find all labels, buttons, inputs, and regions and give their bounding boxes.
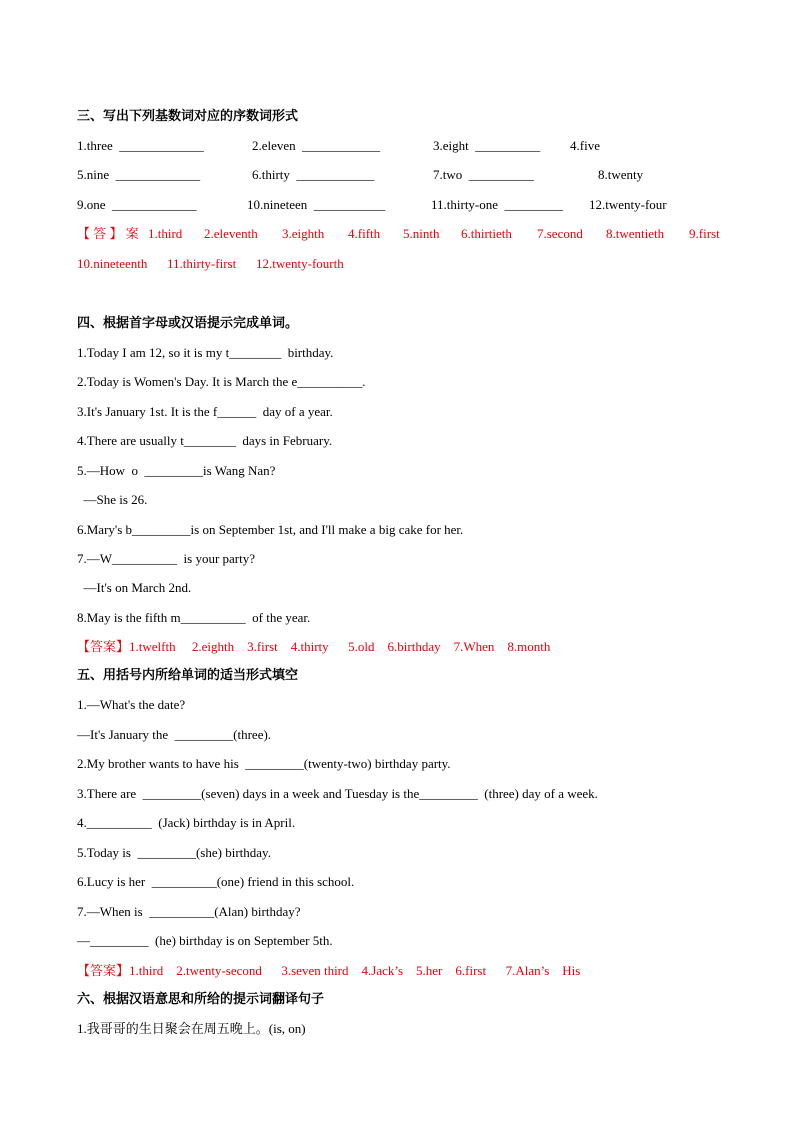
exercise-item: 12.twenty-four [589, 197, 667, 212]
exercise-line: —It's January the _________(three). [77, 727, 272, 742]
section5-answer: 【答案】1.third 2.twenty-second 3.seven third 4.Jack’s 5.her 6.first 7.Alan’s His [77, 963, 581, 978]
exercise-item: 7.two __________ [433, 167, 534, 182]
answer-label: 【 答 】 案 [77, 226, 139, 241]
exercise-item: 10.nineteen ___________ [247, 197, 386, 212]
exercise-item: 2.eleven ____________ [252, 138, 381, 153]
exercise-line: 7.—W__________ is your party? [77, 551, 256, 566]
answer-item: 2.eleventh [204, 226, 258, 241]
exercise-line: —It's on March 2nd. [77, 580, 192, 595]
exercise-item: 9.one _____________ [77, 197, 197, 212]
answer-item: 5.ninth [403, 226, 440, 241]
answer-item: 8.twentieth [606, 226, 665, 241]
exercise-item: 3.eight __________ [433, 138, 541, 153]
answer-item: 6.thirtieth [461, 226, 512, 241]
exercise-line: 1.我哥哥的生日聚会在周五晚上。(is, on) [77, 1021, 306, 1036]
exercise-item: 8.twenty [598, 167, 644, 182]
exercise-line: 1.Today I am 12, so it is my t________ birthday. [77, 345, 334, 360]
section6-heading: 六、根据汉语意思和所给的提示词翻译句子 [77, 992, 325, 1007]
answer-item: 4.fifth [348, 226, 381, 241]
exercise-line: 3.There are _________(seven) days in a week and Tuesday is the_________ (three) day of a week. [77, 786, 598, 801]
exercise-line: 4.__________ (Jack) birthday is in April. [77, 815, 296, 830]
section4-answer: 【答案】1.twelfth 2.eighth 3.first 4.thirty 5.old 6.birthday 7.When 8.month [77, 639, 551, 654]
section4-heading: 四、根据首字母或汉语提示完成单词。 [77, 316, 299, 331]
exercise-line: —_________ (he) birthday is on September 5th. [77, 933, 333, 948]
exercise-item: 1.three _____________ [77, 138, 204, 153]
exercise-line: 5.—How o _________is Wang Nan? [77, 463, 276, 478]
exercise-item: 5.nine _____________ [77, 167, 201, 182]
answer-item: 10.nineteenth [77, 256, 148, 271]
exercise-line: 6.Mary's b_________is on September 1st, and I'll make a big cake for her. [77, 522, 464, 537]
section5-heading: 五、用括号内所给单词的适当形式填空 [77, 668, 299, 683]
answer-item: 11.thirty-first [167, 256, 237, 271]
answer-item: 9.first [689, 226, 720, 241]
exercise-line: 6.Lucy is her __________(one) friend in this school. [77, 874, 355, 889]
answer-item: 3.eighth [282, 226, 325, 241]
exercise-line: 8.May is the fifth m__________ of the year. [77, 610, 311, 625]
exercise-line: 3.It's January 1st. It is the f______ day of a year. [77, 404, 333, 419]
exercise-line: 2.Today is Women's Day. It is March the e__________. [77, 374, 366, 389]
exercise-item: 11.thirty-one _________ [431, 197, 564, 212]
exercise-line: 4.There are usually t________ days in February. [77, 433, 333, 448]
exercise-item: 6.thirty ____________ [252, 167, 375, 182]
exercise-line: —She is 26. [77, 492, 148, 507]
exercise-line: 1.—What's the date? [77, 697, 186, 712]
exercise-item: 4.five [570, 138, 600, 153]
answer-item: 1.third [148, 226, 183, 241]
exercise-line: 2.My brother wants to have his _________(twenty-two) birthday party. [77, 756, 451, 771]
answer-item: 12.twenty-fourth [256, 256, 344, 271]
answer-item: 7.second [537, 226, 583, 241]
exercise-line: 7.—When is __________(Alan) birthday? [77, 904, 301, 919]
exercise-line: 5.Today is _________(she) birthday. [77, 845, 271, 860]
section3-heading: 三、写出下列基数词对应的序数词形式 [77, 109, 299, 124]
